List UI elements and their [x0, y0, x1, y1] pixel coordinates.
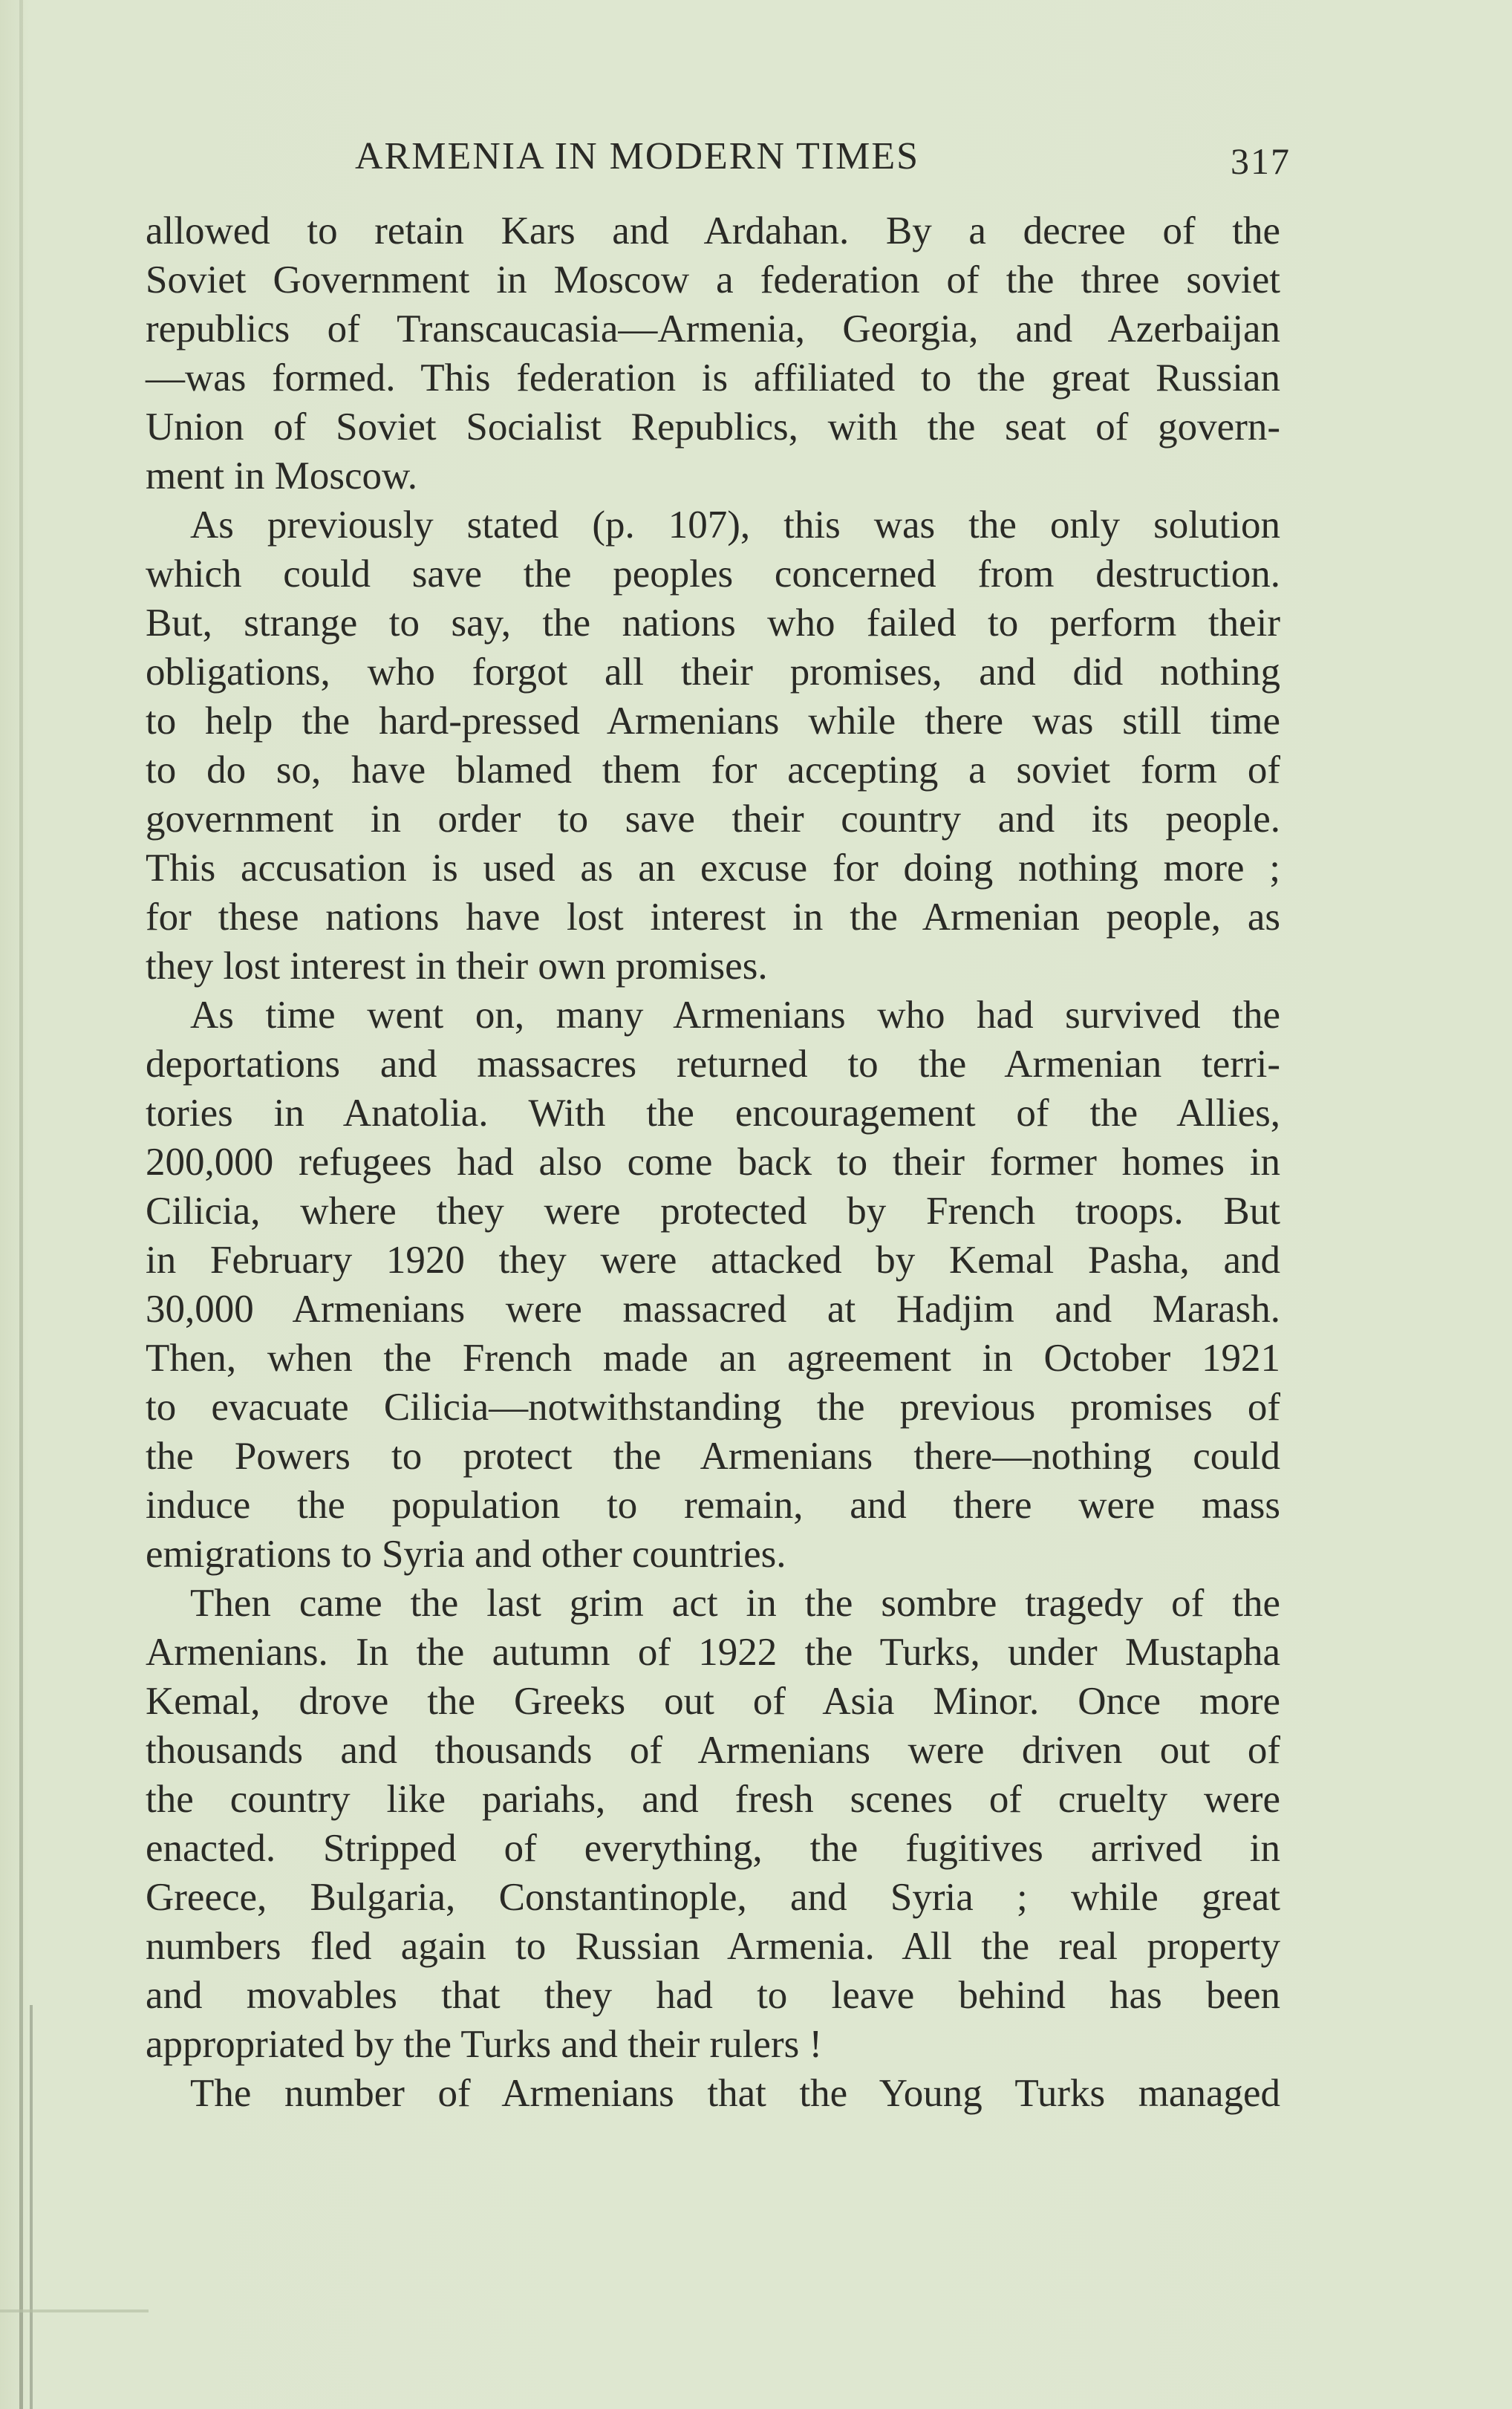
text-line: emigrations to Syria and other countries. — [146, 1533, 786, 1576]
text-line: 30,000 Armenians were massacred at Hadjim and Marash. — [146, 1288, 1280, 1331]
text-line: republics of Transcaucasia—Armenia, Georgia, and Azerbaijan — [146, 307, 1280, 351]
text-line: appropriated by the Turks and their rulers ! — [146, 2023, 823, 2066]
text-line: ment in Moscow. — [146, 454, 418, 498]
binding-edge-shadow — [30, 2005, 33, 2409]
text-line: to help the hard-pressed Armenians while there was still time — [146, 700, 1280, 743]
text-line: to evacuate Cilicia—notwithstanding the previous promises of — [146, 1386, 1280, 1429]
text-line: 200,000 refugees had also come back to their former homes in — [146, 1141, 1280, 1184]
text-line: numbers fled again to Russian Armenia. All the real property — [146, 1925, 1280, 1968]
running-head — [355, 131, 1291, 183]
text-line: in February 1920 they were attacked by Kemal Pasha, and — [146, 1239, 1280, 1282]
text-line: Then, when the French made an agreement in October 1921 — [146, 1337, 1280, 1380]
text-line: Greece, Bulgaria, Constantinople, and Syria ; while great — [146, 1876, 1280, 1919]
text-line: But, strange to say, the nations who failed to perform their — [146, 602, 1280, 645]
body-text — [146, 206, 1280, 2118]
text-line: Armenians. In the autumn of 1922 the Turks, under Mustapha — [146, 1631, 1280, 1674]
text-line: government in order to save their country and its people. — [146, 798, 1280, 841]
page-edge-mark — [0, 2309, 149, 2312]
text-line: induce the population to remain, and there were mass — [146, 1484, 1280, 1527]
text-line: allowed to retain Kars and Ardahan. By a decree of the — [146, 209, 1280, 252]
text-line: the Powers to protect the Armenians there—nothing could — [146, 1435, 1280, 1478]
text-line: to do so, have blamed them for accepting a soviet form of — [146, 749, 1280, 792]
text-line: the country like pariahs, and fresh scenes of cruelty were — [146, 1778, 1280, 1821]
text-line: As time went on, many Armenians who had survived the — [190, 994, 1280, 1037]
running-title: ARMENIA IN MODERN TIMES — [355, 135, 920, 177]
text-line: thousands and thousands of Armenians were driven out of — [146, 1729, 1280, 1772]
text-line: they lost interest in their own promises. — [146, 945, 768, 988]
text-line: tories in Anatolia. With the encouragement of the Allies, — [146, 1092, 1280, 1135]
text-line: and movables that they had to leave behind has been — [146, 1974, 1280, 2017]
text-line: Then came the last grim act in the sombre tragedy of the — [190, 1582, 1280, 1625]
text-line: which could save the peoples concerned from destruction. — [146, 552, 1280, 596]
text-line: The number of Armenians that the Young Turks managed — [190, 2072, 1280, 2115]
text-line: Cilicia, where they were protected by French troops. But — [146, 1190, 1280, 1233]
text-line: —was formed. This federation is affiliated to the great Russian — [146, 356, 1280, 400]
text-line: As previously stated (p. 107), this was the only solution — [190, 503, 1280, 547]
text-line: for these nations have lost interest in the Armenian people, as — [146, 896, 1280, 939]
text-line: Kemal, drove the Greeks out of Asia Minor. Once more — [146, 1680, 1280, 1723]
page-number: 317 — [1231, 140, 1291, 182]
text-line: obligations, who forgot all their promises, and did nothing — [146, 651, 1280, 694]
text-line: Union of Soviet Socialist Republics, with the seat of govern- — [146, 405, 1280, 449]
text-line: deportations and massacres returned to the Armenian terri- — [146, 1043, 1280, 1086]
text-line: enacted. Stripped of everything, the fugitives arrived in — [146, 1827, 1280, 1870]
binding-gutter-shadow — [19, 0, 23, 2409]
text-line: This accusation is used as an excuse for doing nothing more ; — [146, 847, 1280, 890]
text-line: Soviet Government in Moscow a federation of the three soviet — [146, 258, 1280, 301]
